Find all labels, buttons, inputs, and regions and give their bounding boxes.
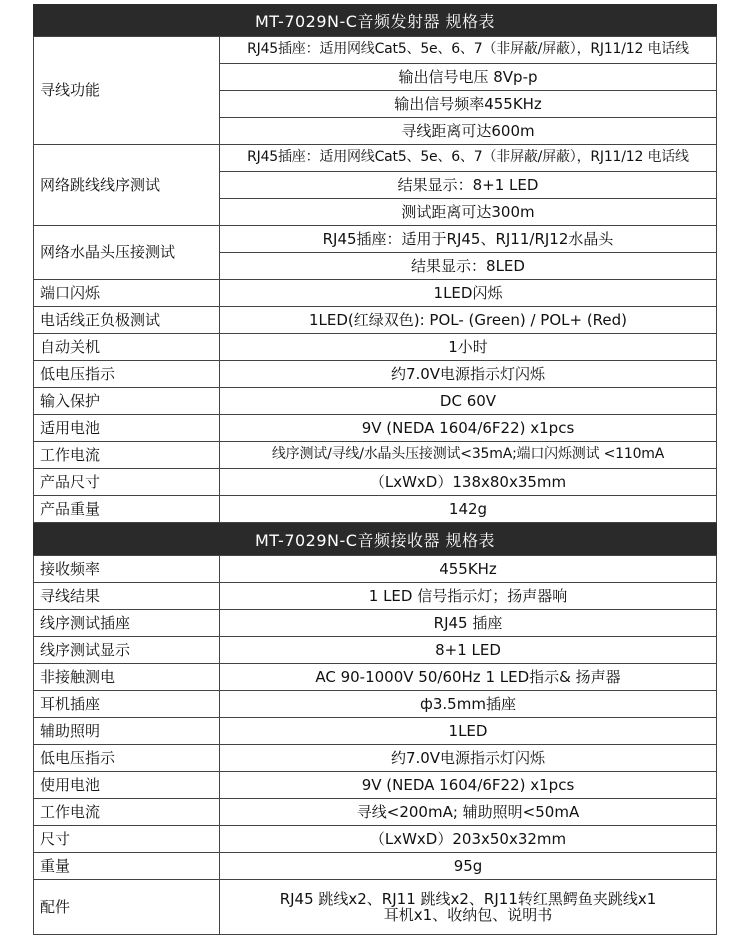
row-value-multiline bbox=[220, 880, 717, 935]
row-value: 结果显示：8LED bbox=[220, 253, 717, 280]
row-value: 寻线距离可达600m bbox=[220, 118, 717, 145]
row-label: 寻线功能 bbox=[34, 37, 220, 145]
row-value: 输出信号频率455KHz bbox=[220, 91, 717, 118]
row-value: 8+1 LED bbox=[220, 637, 717, 664]
table-row bbox=[34, 334, 717, 361]
row-value: 455KHz bbox=[220, 556, 717, 583]
row-value: 1 LED 信号指示灯；扬声器响 bbox=[220, 583, 717, 610]
table-row bbox=[34, 145, 717, 172]
row-value: ф3.5mm插座 bbox=[220, 691, 717, 718]
row-label: 线序测试显示 bbox=[34, 637, 220, 664]
row-value: 约7.0V电源指示灯闪烁 bbox=[220, 361, 717, 388]
table-row bbox=[34, 307, 717, 334]
row-label: 寻线结果 bbox=[34, 583, 220, 610]
table-row bbox=[34, 664, 717, 691]
table-row bbox=[34, 718, 717, 745]
receiver-title: MT-7029N-C音频接收器 规格表 bbox=[33, 523, 717, 555]
row-label: 低电压指示 bbox=[34, 745, 220, 772]
row-label: 适用电池 bbox=[34, 415, 220, 442]
accessories-line-2: 耳机x1、收纳包、说明书 bbox=[383, 906, 553, 924]
row-value: 约7.0V电源指示灯闪烁 bbox=[220, 745, 717, 772]
row-label: 自动关机 bbox=[34, 334, 220, 361]
row-label: 尺寸 bbox=[34, 826, 220, 853]
row-value: 线序测试/寻线/水晶头压接测试<35mA;端口闪烁测试 <110mA bbox=[220, 442, 717, 469]
row-value: 结果显示：8+1 LED bbox=[220, 172, 717, 199]
row-label: 网络跳线线序测试 bbox=[34, 145, 220, 226]
row-value: 1LED bbox=[220, 718, 717, 745]
row-label: 线序测试插座 bbox=[34, 610, 220, 637]
spec-sheet bbox=[33, 4, 717, 935]
table-row bbox=[34, 799, 717, 826]
row-value: （LxWxD）203x50x32mm bbox=[220, 826, 717, 853]
row-value: 1LED(红绿双色): POL- (Green) / POL+ (Red) bbox=[220, 307, 717, 334]
table-row bbox=[34, 880, 717, 935]
table-row bbox=[34, 415, 717, 442]
table-row bbox=[34, 583, 717, 610]
row-value: 95g bbox=[220, 853, 717, 880]
row-value: （LxWxD）138x80x35mm bbox=[220, 469, 717, 496]
row-value: RJ45 插座 bbox=[220, 610, 717, 637]
row-label: 非接触测电 bbox=[34, 664, 220, 691]
transmitter-title: MT-7029N-C音频发射器 规格表 bbox=[33, 4, 717, 36]
row-value: DC 60V bbox=[220, 388, 717, 415]
row-label: 网络水晶头压接测试 bbox=[34, 226, 220, 280]
accessories-line-1: RJ45 跳线x2、RJ11 跳线x2、RJ11转红黑鳄鱼夹跳线x1 bbox=[279, 889, 657, 908]
table-row bbox=[34, 469, 717, 496]
row-value: 1小时 bbox=[220, 334, 717, 361]
table-row bbox=[34, 442, 717, 469]
row-value: 9V (NEDA 1604/6F22) x1pcs bbox=[220, 415, 717, 442]
row-label: 辅助照明 bbox=[34, 718, 220, 745]
row-label: 接收频率 bbox=[34, 556, 220, 583]
row-label: 工作电流 bbox=[34, 442, 220, 469]
transmitter-spec-table bbox=[33, 36, 717, 523]
row-label: 电话线正负极测试 bbox=[34, 307, 220, 334]
row-label: 工作电流 bbox=[34, 799, 220, 826]
row-value: 9V (NEDA 1604/6F22) x1pcs bbox=[220, 772, 717, 799]
row-label: 产品尺寸 bbox=[34, 469, 220, 496]
receiver-spec-table bbox=[33, 555, 717, 935]
table-row bbox=[34, 361, 717, 388]
table-row bbox=[34, 745, 717, 772]
row-label: 重量 bbox=[34, 853, 220, 880]
row-value: 输出信号电压 8Vp-p bbox=[220, 64, 717, 91]
row-value: 测试距离可达300m bbox=[220, 199, 717, 226]
table-row bbox=[34, 280, 717, 307]
row-label: 低电压指示 bbox=[34, 361, 220, 388]
table-row bbox=[34, 496, 717, 523]
row-value: AC 90-1000V 50/60Hz 1 LED指示& 扬声器 bbox=[220, 664, 717, 691]
table-row bbox=[34, 37, 717, 64]
table-row bbox=[34, 826, 717, 853]
row-label: 产品重量 bbox=[34, 496, 220, 523]
table-row bbox=[34, 556, 717, 583]
table-row bbox=[34, 772, 717, 799]
table-row bbox=[34, 853, 717, 880]
table-row bbox=[34, 226, 717, 253]
row-value: RJ45插座：适用网线Cat5、5e、6、7（非屏蔽/屏蔽），RJ11/12 电话线 bbox=[220, 145, 717, 172]
table-row bbox=[34, 610, 717, 637]
table-row bbox=[34, 388, 717, 415]
row-value: RJ45插座：适用网线Cat5、5e、6、7（非屏蔽/屏蔽），RJ11/12 电话线 bbox=[220, 37, 717, 64]
table-row bbox=[34, 637, 717, 664]
row-label: 配件 bbox=[34, 880, 220, 935]
row-value: 1LED闪烁 bbox=[220, 280, 717, 307]
row-value: 142g bbox=[220, 496, 717, 523]
row-value: 寻线<200mA; 辅助照明<50mA bbox=[220, 799, 717, 826]
row-value: RJ45插座：适用于RJ45、RJ11/RJ12水晶头 bbox=[220, 226, 717, 253]
row-label: 耳机插座 bbox=[34, 691, 220, 718]
row-label: 端口闪烁 bbox=[34, 280, 220, 307]
table-row bbox=[34, 691, 717, 718]
row-label: 使用电池 bbox=[34, 772, 220, 799]
row-label: 输入保护 bbox=[34, 388, 220, 415]
